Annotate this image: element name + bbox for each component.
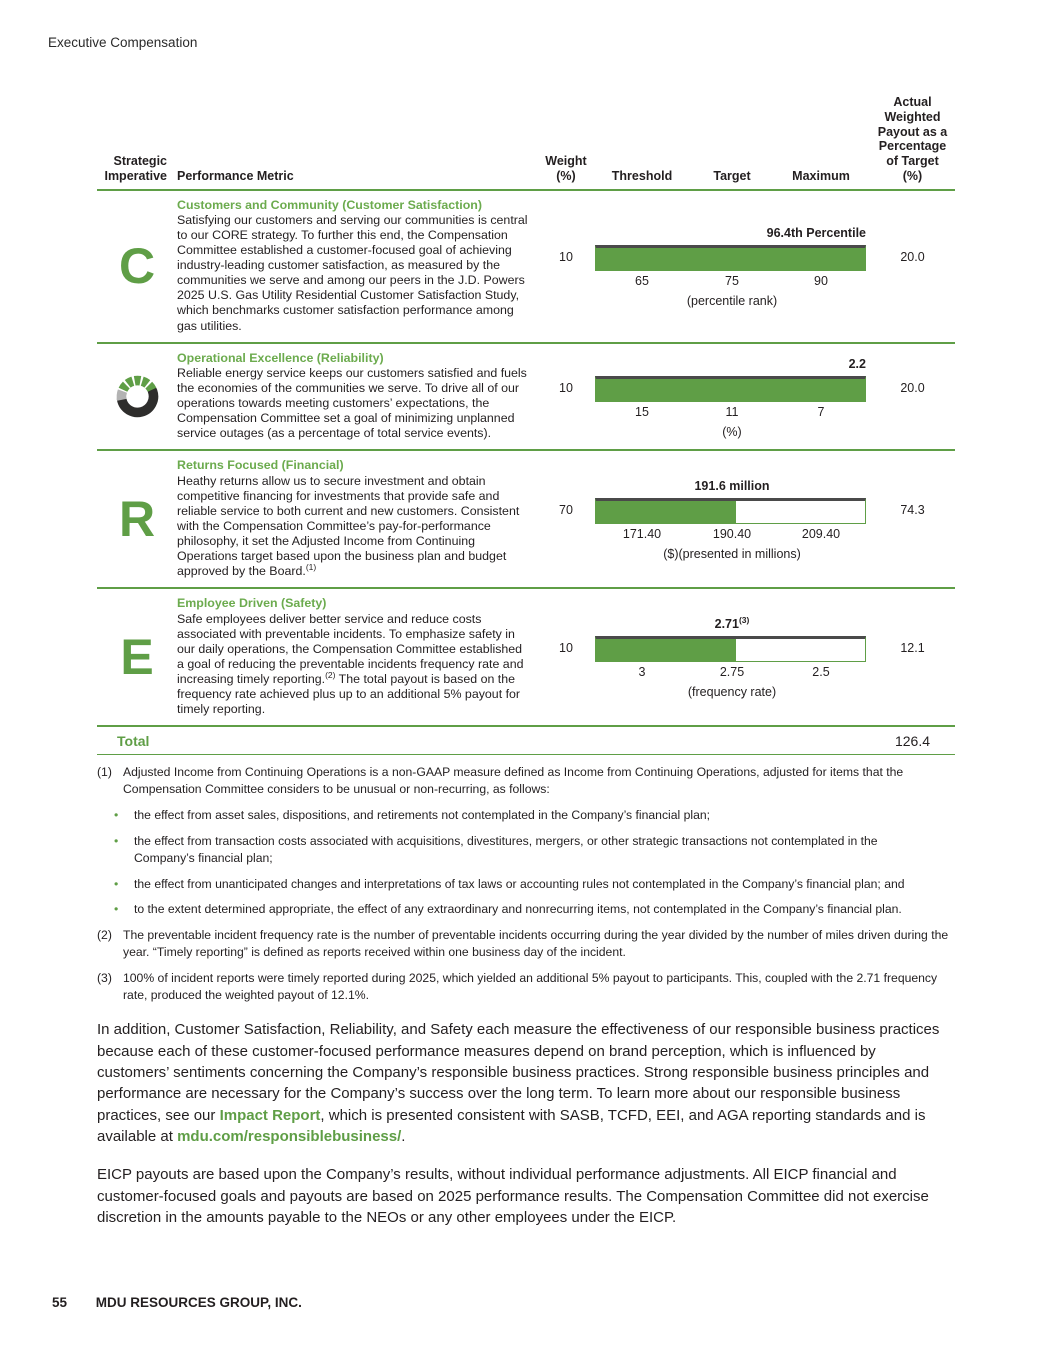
- footnote-2: (2) The preventable incident frequency rate is the number of preventable incidents occurring during the year divided by the number of miles driven during the year. “Timely reporting” is defined as reports received within one business day of the incident.: [97, 928, 949, 959]
- chart-bar: [595, 245, 866, 271]
- footnote-1-bullets: [114, 807, 949, 918]
- chart-axis-label: (frequency rate): [687, 685, 777, 700]
- tick-threshold: 171.40: [622, 527, 662, 542]
- table-row-reliability: [97, 344, 955, 452]
- section-label: Executive Compensation: [48, 35, 198, 50]
- imperative-letter-e-icon: E: [120, 628, 154, 685]
- page-footer: [52, 1295, 302, 1310]
- col-header-actual-weighted-payout: Actual Weighted Payout as a Percentage of Target (%): [877, 95, 948, 183]
- chart-axis-label: (%): [722, 424, 742, 439]
- metric-title: Operational Excellence (Reliability): [177, 350, 384, 365]
- payout-value: 20.0: [900, 380, 925, 395]
- weight-value: 10: [559, 380, 573, 395]
- eicp-metrics-table: [97, 95, 955, 1245]
- metric-title: Returns Focused (Financial): [177, 458, 344, 473]
- table-header-row: [97, 95, 955, 191]
- chart-bar-fill: [596, 379, 865, 401]
- tick-maximum: 209.40: [801, 527, 841, 542]
- bullet-chart-reliability: [595, 356, 870, 437]
- metric-description: Reliable energy service keeps our customers satisfied and fuels the economies of the communities we serve. To drive all of our operations towards meeting customers’ expectations, the Compensation Committee set a goal of minimizing unplanned service outages (as a percentage of total service events).: [177, 365, 527, 441]
- col-header-threshold: Threshold: [611, 168, 673, 183]
- chart-actual-label: 96.4th Percentile: [766, 226, 866, 241]
- footnote-1: (1) Adjusted Income from Continuing Operations is a non-GAAP measure defined as Income from Continuing Operations, adjusted for items that the Compensation Committee considers to be unusual or non-recurring, as follows:: [97, 765, 904, 797]
- bullet-chart-safety: [595, 615, 870, 700]
- company-name: MDU RESOURCES GROUP, INC.: [95, 1295, 302, 1310]
- tick-target: 2.75: [719, 665, 745, 680]
- chart-bar-fill: [596, 639, 736, 661]
- total-value: 126.4: [894, 733, 931, 750]
- tick-maximum: 90: [814, 274, 828, 289]
- bullet-dot: •: [114, 808, 119, 823]
- col-headers-scale: [595, 168, 870, 184]
- tick-target: 11: [725, 404, 739, 419]
- table-row-financial: [97, 451, 955, 589]
- tick-maximum: 7: [817, 404, 825, 419]
- bullet-chart-customer-satisfaction: [595, 225, 870, 309]
- metric-title: Customers and Community (Customer Satisfaction): [177, 197, 482, 212]
- chart-actual-label: 2.71$^{(3)}$: [714, 615, 750, 632]
- tick-target: 190.40: [712, 527, 752, 542]
- chart-bar-fill: [596, 248, 865, 270]
- tick-target: 75: [725, 274, 739, 289]
- footnote-3: (3) 100% of incident reports were timely reported during 2025, which yielded an additional 5% payout to participants. This, coupled with the 2.71 frequency rate, produced the weighted payout of 12.1%.: [97, 970, 938, 1002]
- bullet-dot: •: [114, 876, 119, 891]
- footnote-ref-1: (1): [305, 562, 317, 573]
- body-paragraphs: [97, 1019, 945, 1228]
- tick-threshold: 65: [635, 274, 649, 289]
- chart-bar-fill: [596, 501, 736, 523]
- col-header-maximum: Maximum: [792, 168, 850, 183]
- footnote-ref-3: (3): [738, 615, 750, 626]
- footnote-ref-2: (2): [325, 669, 336, 680]
- bullet-dot: •: [114, 833, 119, 848]
- operational-excellence-ring-icon: [114, 373, 161, 420]
- responsible-business-url-link[interactable]: mdu.com/responsiblebusiness/: [177, 1127, 402, 1145]
- metric-title: Employee Driven (Safety): [177, 596, 327, 611]
- chart-actual-label: 191.6 million: [694, 479, 770, 494]
- metric-description: Satisfying our customers and serving our communities is central to our CORE strategy. To further this end, the Compensation Committee established a customer-focused goal of achieving industry-leading customer satisfaction, as measured by the communities we serve and among our peers in the J.D. Powers 2025 U.S. Gas Utility Residential Customer Satisfaction Study, which benchmarks customer satisfaction performance among gas utilities.: [177, 212, 528, 333]
- chart-bar: [595, 636, 866, 662]
- payout-value: 74.3: [900, 503, 925, 518]
- paragraph-eicp-payouts: EICP payouts are based upon the Company’s results, without individual performance adjustments. All EICP financial and customer-focused goals and payouts are based on 2025 performance results. The Compensation Committee did not exercise discretion in the amounts payable to the NEOs or any other employees under the EICP.: [97, 1166, 929, 1226]
- tick-threshold: 15: [635, 404, 649, 419]
- table-row-safety: [97, 589, 955, 727]
- chart-axis-label: (percentile rank): [686, 294, 778, 309]
- chart-actual-label: 2.2: [848, 356, 866, 371]
- metric-description: Heathy returns allow us to secure investment and obtain competitive financing for investments that provide safe and reliable service to both current and new customers. Consistent with the Compensation Committee’s pay-for-performance philosophy, it set the Adjusted Income from Continuing Operations target based upon the business plan and budget approved by the Board.$^{(1)}$: [177, 473, 520, 579]
- weight-value: 10: [559, 641, 573, 656]
- metric-description: Safe employees deliver better service and reduce costs associated with preventable incidents. To emphasize safety in our daily operations, the Compensation Committee established a goal of reducing the preventable incidents frequency rate and increasing timely reporting.$^{(2)}$ The total payout is based on the frequency rate achieved plus up to an additional 5% payout for timely reporting.: [177, 611, 524, 717]
- bullet-item: • to the extent determined appropriate, the effect of any extraordinary and nonrecurring items, not contemplated in the Company’s financial plan.: [114, 902, 902, 917]
- imperative-letter-r-icon: R: [118, 490, 156, 547]
- col-header-target: Target: [713, 168, 751, 183]
- payout-value: 12.1: [900, 641, 925, 656]
- footnotes: [97, 764, 949, 1003]
- col-header-performance-metric: Performance Metric: [177, 168, 294, 183]
- weight-value: 70: [559, 503, 573, 518]
- table-row-customer-satisfaction: [97, 191, 955, 344]
- paragraph-responsible-business: In addition, Customer Satisfaction, Reliability, and Safety each measure the effectiveness of our responsible business practices because each of these customer-focused performance measures depend on brand perception, which is influenced by customers’ sentiments concerning the Company’s responsible business practices. Strong responsible business principles and performance are necessary for the Company’s success over the long term. To learn more about our responsible business practices, see our Impact Report, which is presented consistent with SASB, TCFD, EEI, and AGA reporting standards and is available at mdu.com/responsiblebusiness/.: [97, 1021, 940, 1145]
- tick-maximum: 2.5: [812, 665, 830, 680]
- tick-threshold: 3: [638, 665, 646, 680]
- bullet-item: • the effect from asset sales, dispositions, and retirements not contemplated in the Company’s financial plan;: [114, 808, 711, 823]
- col-header-strategic-imperative: Strategic Imperative: [104, 154, 167, 183]
- impact-report-link[interactable]: Impact Report: [219, 1106, 321, 1124]
- chart-axis-label: ($)(presented in millions): [663, 547, 801, 562]
- table-total-row: [97, 727, 955, 755]
- page-number: 55: [52, 1295, 68, 1310]
- total-label: Total: [117, 733, 150, 750]
- payout-value: 20.0: [900, 250, 925, 265]
- chart-bar: [595, 376, 866, 402]
- bullet-chart-financial: [595, 478, 870, 562]
- col-header-weight: Weight (%): [545, 154, 587, 183]
- imperative-letter-c-icon: C: [118, 237, 156, 294]
- bullet-item: • the effect from unanticipated changes and interpretations of tax laws or accounting rules not contemplated in the Company’s financial plan; and: [114, 876, 905, 891]
- bullet-dot: •: [114, 902, 119, 917]
- weight-value: 10: [559, 250, 573, 265]
- chart-bar: [595, 498, 866, 524]
- bullet-item: • the effect from transaction costs associated with acquisitions, divestitures, mergers, or other strategic transactions not contemplated in the Company’s financial plan;: [114, 833, 878, 865]
